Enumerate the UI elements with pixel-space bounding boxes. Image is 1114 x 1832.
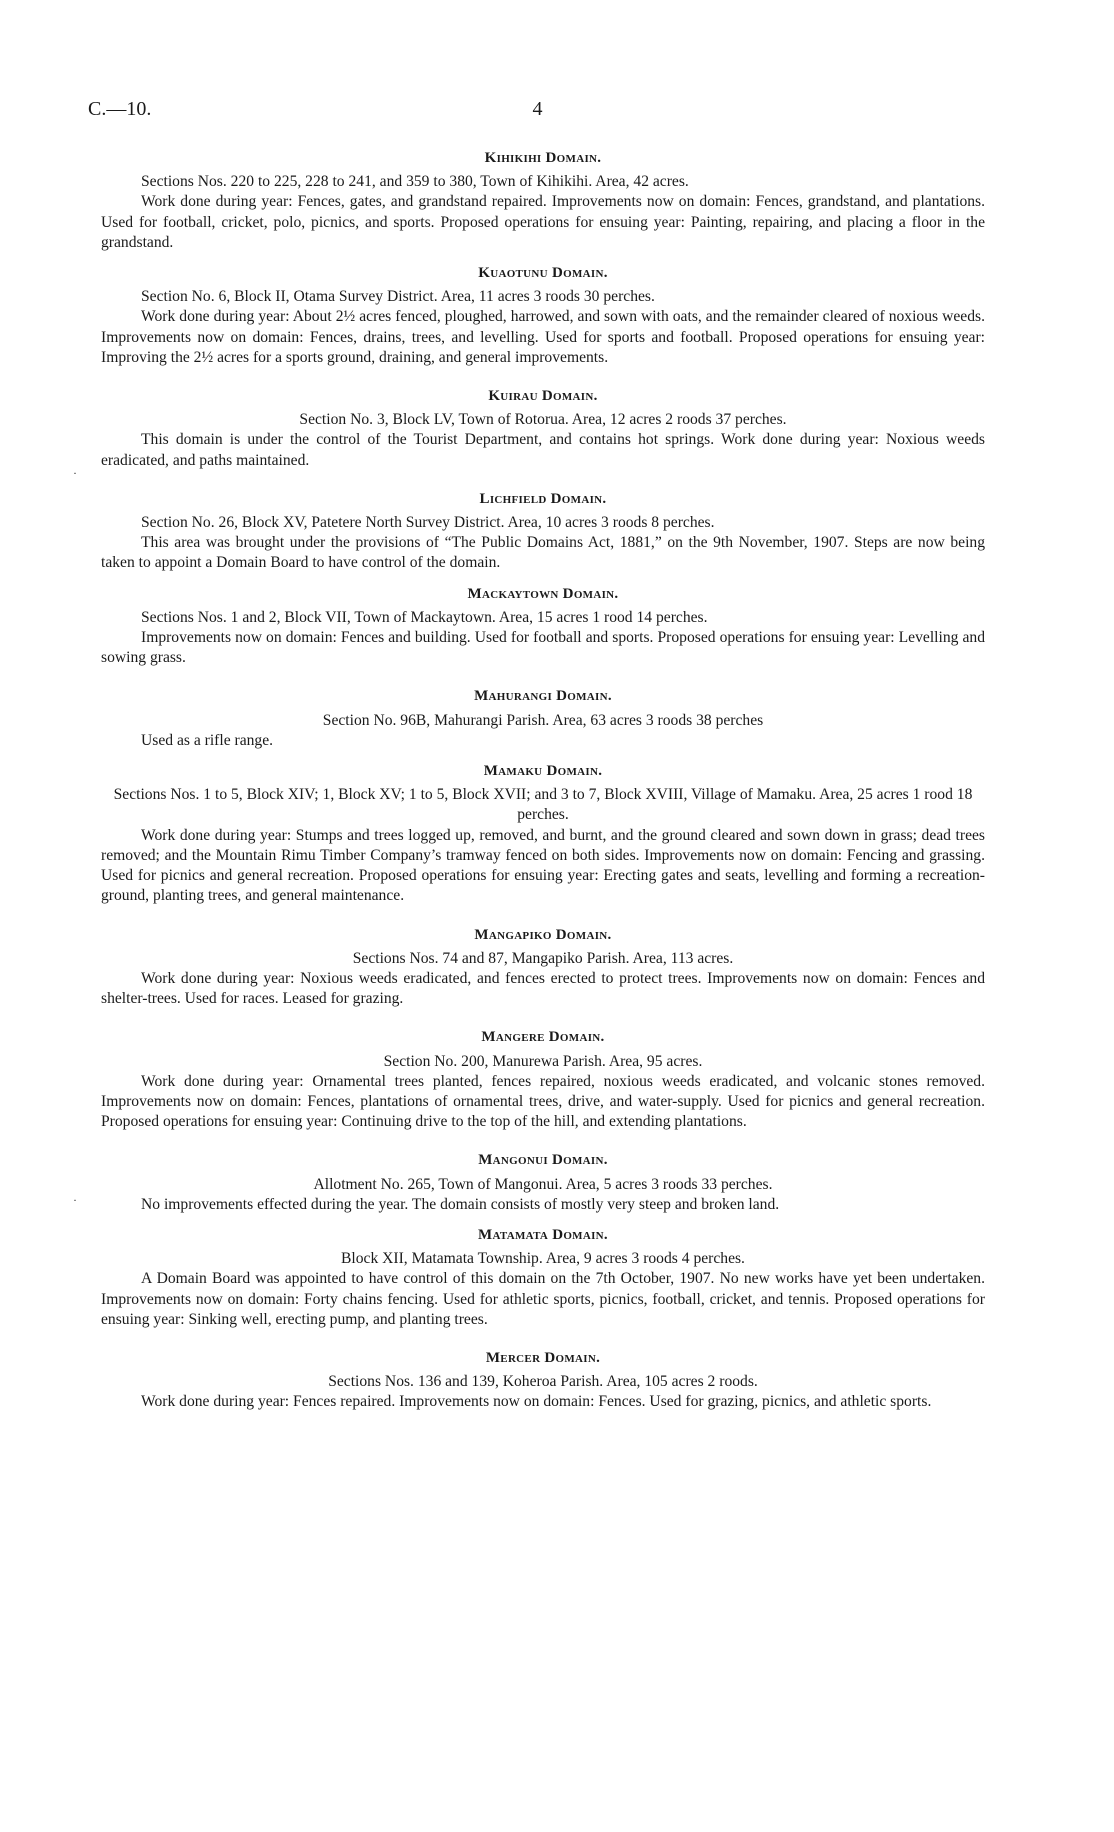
domain-section	[101, 148, 985, 253]
domain-description: Work done during year: Ornamental trees planted, fences repaired, noxious weeds eradicated, and volcanic stones removed. Improvements now on domain: Fences, plantations of ornamental trees, drive, and water-supply. Used for picnics and general recreation. Proposed operations for ensuing year: Continuing drive to the top of the hill, and extending plantations.	[101, 1072, 985, 1131]
domain-location: Section No. 96B, Mahurangi Parish. Area, 63 acres 3 roods 38 perches	[322, 711, 764, 729]
domain-title: Kuaotunu Domain.	[478, 265, 608, 282]
domain-description: Work done during year: Fences, gates, and grandstand repaired. Improvements now on domain: Fences, grandstand, and plantations. Used for football, cricket, polo, picnics, and sports. Proposed operations for ensuing year: Painting, repairing, and placing a floor in the grandstand.	[101, 193, 985, 251]
domain-section	[101, 263, 985, 368]
domain-description: No improvements effected during the year. The domain consists of mostly very steep and broken land.	[141, 1195, 780, 1213]
domain-description: Improvements now on domain: Fences and building. Used for football and sports. Proposed operations for ensuing year: Levelling and sowing grass.	[101, 629, 985, 667]
domain-location: Section No. 6, Block II, Otama Survey District. Area, 11 acres 3 roods 30 perches.	[141, 288, 655, 306]
domain-location: Sections Nos. 1 and 2, Block VII, Town of Mackaytown. Area, 15 acres 1 rood 14 perches.	[141, 608, 708, 626]
domain-description: Work done during year: Noxious weeds eradicated, and fences erected to protect trees. Improvements now on domain: Fences and shelter-trees. Used for races. Leased for grazing.	[101, 969, 985, 1008]
domain-title: Mercer Domain.	[485, 1349, 601, 1366]
page-header	[0, 98, 1114, 128]
domain-title: Mangapiko Domain.	[474, 926, 612, 943]
domain-location: Sections Nos. 1 to 5, Block XIV; 1, Block XV; 1 to 5, Block XVII; and 3 to 7, Block XVIII, Village of Mamaku. Area, 25 acres 1 rood 18 perches.	[113, 786, 973, 824]
domain-section	[101, 489, 985, 574]
domain-section	[101, 1348, 985, 1413]
domain-title: Mangere Domain.	[481, 1029, 605, 1046]
domain-location: Section No. 3, Block LV, Town of Rotorua. Area, 12 acres 2 roods 37 perches.	[299, 411, 787, 429]
domain-section	[101, 761, 985, 906]
domain-location: Section No. 26, Block XV, Patetere North Survey District. Area, 10 acres 3 roods 8 perches.	[141, 514, 715, 532]
domain-location: Sections Nos. 74 and 87, Mangapiko Parish. Area, 113 acres.	[352, 949, 734, 967]
domain-description: Work done during year: About 2½ acres fenced, ploughed, harrowed, and sown with oats, and the remainder cleared of noxious weeds. Improvements now on domain: Fences, drains, trees, and levelling. Used for sports and football. Proposed operations for ensuing year: Improving the 2½ acres for a sports ground, draining, and general improvements.	[101, 308, 985, 366]
domain-section	[101, 584, 985, 669]
domain-section	[101, 1027, 985, 1132]
domain-location: Sections Nos. 136 and 139, Koheroa Parish. Area, 105 acres 2 roods.	[328, 1373, 758, 1391]
domain-description: A Domain Board was appointed to have control of this domain on the 7th October, 1907. No new works have yet been undertaken. Improvements now on domain: Forty chains fencing. Used for athletic sports, picnics, football, cricket, and tennis. Proposed operations for ensuing year: Sinking well, erecting pump, and planting trees.	[101, 1270, 985, 1328]
domain-title: Mamaku Domain.	[483, 763, 603, 780]
domain-title: Mangonui Domain.	[478, 1152, 608, 1169]
page-number: 4	[532, 98, 543, 120]
margin-dot: ·	[73, 466, 77, 480]
domain-description: Used as a rifle range.	[141, 731, 274, 749]
domain-section	[101, 1225, 985, 1330]
domain-section	[101, 925, 985, 1010]
domain-description: Work done during year: Stumps and trees logged up, removed, and burnt, and the ground cleared and sown down in grass; dead trees removed; and the Mountain Rimu Timber Company’s tramway fenced on both sides. Improvements now on domain: Fencing and grassing. Used for picnics and general recreation. Proposed operations for ensuing year: Erecting gates and seats, levelling and forming a recreation-ground, planting trees, and general maintenance.	[101, 826, 985, 905]
domain-description: This domain is under the control of the Tourist Department, and contains hot springs. Work done during year: Noxious weeds eradicated, and paths maintained.	[101, 431, 985, 469]
domain-location: Block XII, Matamata Township. Area, 9 acres 3 roods 4 perches.	[341, 1250, 745, 1268]
domain-title: Mahurangi Domain.	[474, 688, 612, 705]
domain-description: Work done during year: Fences repaired. Improvements now on domain: Fences. Used for grazing, picnics, and athletic sports.	[141, 1393, 932, 1411]
domain-location: Allotment No. 265, Town of Mangonui. Area, 5 acres 3 roods 33 perches.	[313, 1175, 773, 1193]
domain-section	[101, 1150, 985, 1215]
domain-title: Kuirau Domain.	[488, 388, 598, 405]
document-body	[101, 148, 985, 1413]
domain-section	[101, 386, 985, 471]
domain-description: This area was brought under the provisions of “The Public Domains Act, 1881,” on the 9th November, 1907. Steps are now being taken to appoint a Domain Board to have control of the domain.	[101, 534, 985, 572]
domain-title: Kihikihi Domain.	[484, 150, 602, 166]
document-reference: C.—10.	[88, 98, 152, 120]
domain-title: Mackaytown Domain.	[467, 585, 619, 602]
domain-title: Lichfield Domain.	[479, 490, 607, 507]
domain-location: Sections Nos. 220 to 225, 228 to 241, and 359 to 380, Town of Kihikihi. Area, 42 acres.	[141, 173, 689, 191]
domain-location: Section No. 200, Manurewa Parish. Area, 95 acres.	[383, 1052, 703, 1070]
domain-section	[101, 686, 985, 751]
margin-dot: ·	[73, 1193, 77, 1207]
domain-title: Matamata Domain.	[478, 1226, 608, 1243]
